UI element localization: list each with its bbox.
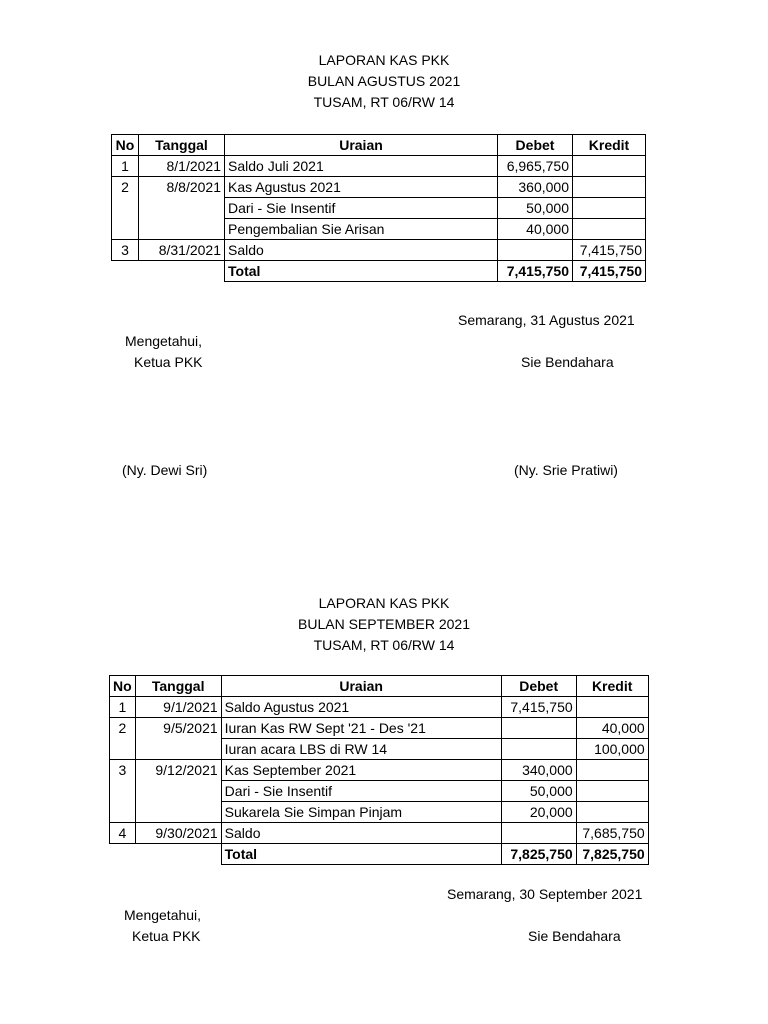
cell-date: [135, 739, 221, 760]
col-header-desc: Uraian: [225, 135, 498, 156]
cell-desc: Pengembalian Sie Arisan: [225, 219, 498, 240]
table-row: [110, 802, 649, 823]
cell-desc: Saldo: [221, 823, 501, 844]
cell-debit: 50,000: [501, 781, 576, 802]
cell-debit: 7,415,750: [501, 697, 576, 718]
cell-debit: [501, 739, 576, 760]
col-header-debit: Debet: [501, 676, 576, 697]
col-header-date: Tanggal: [139, 135, 225, 156]
ledger-table: [109, 675, 649, 865]
table-row: [112, 219, 646, 240]
cell-credit: 40,000: [576, 718, 648, 739]
place-date: Semarang, 30 September 2021: [447, 886, 643, 902]
ledger-table: [111, 134, 646, 282]
col-header-no: No: [110, 676, 136, 697]
cell-debit: 50,000: [498, 198, 573, 219]
table-row: [110, 760, 649, 781]
cell-date: 9/5/2021: [135, 718, 221, 739]
cell-date: [135, 781, 221, 802]
cell-date: 9/1/2021: [135, 697, 221, 718]
cell-date: 9/12/2021: [135, 760, 221, 781]
cell-credit: [576, 781, 648, 802]
table-row: [110, 697, 649, 718]
right-signatory-name: (Ny. Srie Pratiwi): [514, 462, 618, 478]
cell-date: [139, 219, 225, 240]
report-period: BULAN AGUSTUS 2021: [307, 73, 461, 89]
col-header-desc: Uraian: [221, 676, 501, 697]
cell-no: 3: [112, 240, 139, 261]
report-header: [0, 50, 768, 113]
cell-no: 2: [110, 718, 136, 739]
total-credit: 7,415,750: [573, 261, 646, 282]
cell-credit: [573, 156, 646, 177]
table-row: [112, 240, 646, 261]
cell-desc: Saldo Agustus 2021: [221, 697, 501, 718]
total-credit: 7,825,750: [576, 844, 648, 865]
cell-credit: [573, 177, 646, 198]
table-row: [110, 823, 649, 844]
cell-desc: Kas September 2021: [221, 760, 501, 781]
cell-credit: 100,000: [576, 739, 648, 760]
col-header-credit: Kredit: [573, 135, 646, 156]
cell-desc: Dari - Sie Insentif: [225, 198, 498, 219]
cell-date: [135, 802, 221, 823]
cell-no: [110, 802, 136, 823]
cell-credit: [573, 219, 646, 240]
cell-date: 8/8/2021: [139, 177, 225, 198]
total-debit: 7,825,750: [501, 844, 576, 865]
total-row: [110, 844, 649, 865]
cell-debit: 40,000: [498, 219, 573, 240]
table-row: [110, 718, 649, 739]
cell-desc: Saldo Juli 2021: [225, 156, 498, 177]
left-signatory-name: (Ny. Dewi Sri): [122, 462, 208, 478]
table-row: [112, 177, 646, 198]
acknowledged-label: Mengetahui,: [124, 907, 202, 923]
col-header-debit: Debet: [498, 135, 573, 156]
col-header-date: Tanggal: [135, 676, 221, 697]
cell-desc: Iuran acara LBS di RW 14: [221, 739, 501, 760]
cell-desc: Sukarela Sie Simpan Pinjam: [221, 802, 501, 823]
report-title: LAPORAN KAS PKK: [318, 595, 450, 611]
cell-no: [110, 781, 136, 802]
cell-debit: [498, 240, 573, 261]
cell-date: 9/30/2021: [135, 823, 221, 844]
cell-date: 8/1/2021: [139, 156, 225, 177]
cell-no: 4: [110, 823, 136, 844]
acknowledged-label: Mengetahui,: [125, 333, 203, 349]
cell-credit: [576, 697, 648, 718]
right-role: Sie Bendahara: [528, 928, 621, 944]
report-title: LAPORAN KAS PKK: [318, 52, 450, 68]
table-row: [110, 739, 649, 760]
cell-debit: 360,000: [498, 177, 573, 198]
cell-credit: 7,685,750: [576, 823, 648, 844]
cell-debit: 340,000: [501, 760, 576, 781]
cell-desc: Iuran Kas RW Sept '21 - Des '21: [221, 718, 501, 739]
cell-debit: [501, 718, 576, 739]
table-row: [112, 198, 646, 219]
total-label: Total: [225, 261, 498, 282]
right-role: Sie Bendahara: [521, 354, 614, 370]
report-location: TUSAM, RT 06/RW 14: [313, 94, 455, 110]
col-header-no: No: [112, 135, 139, 156]
left-role: Ketua PKK: [132, 928, 201, 944]
table-row: [110, 781, 649, 802]
cell-no: [112, 198, 139, 219]
cell-no: 1: [112, 156, 139, 177]
report-location: TUSAM, RT 06/RW 14: [313, 637, 455, 653]
place-date: Semarang, 31 Agustus 2021: [458, 312, 635, 328]
total-label: Total: [221, 844, 501, 865]
cell-debit: [501, 823, 576, 844]
total-row: [112, 261, 646, 282]
cell-credit: 7,415,750: [573, 240, 646, 261]
cell-date: [139, 198, 225, 219]
left-role: Ketua PKK: [134, 354, 203, 370]
cell-no: [112, 219, 139, 240]
table-header-row: [110, 676, 649, 697]
cell-no: 1: [110, 697, 136, 718]
cell-credit: [576, 760, 648, 781]
cell-desc: Saldo: [225, 240, 498, 261]
cell-desc: Dari - Sie Insentif: [221, 781, 501, 802]
table-row: [112, 156, 646, 177]
cell-credit: [573, 198, 646, 219]
cell-no: [110, 739, 136, 760]
cell-no: 2: [112, 177, 139, 198]
cell-credit: [576, 802, 648, 823]
report-header: [0, 593, 768, 656]
col-header-credit: Kredit: [576, 676, 648, 697]
cell-debit: 6,965,750: [498, 156, 573, 177]
total-debit: 7,415,750: [498, 261, 573, 282]
cell-desc: Kas Agustus 2021: [225, 177, 498, 198]
cell-no: 3: [110, 760, 136, 781]
report-period: BULAN SEPTEMBER 2021: [298, 616, 470, 632]
table-header-row: [112, 135, 646, 156]
cell-date: 8/31/2021: [139, 240, 225, 261]
cell-debit: 20,000: [501, 802, 576, 823]
